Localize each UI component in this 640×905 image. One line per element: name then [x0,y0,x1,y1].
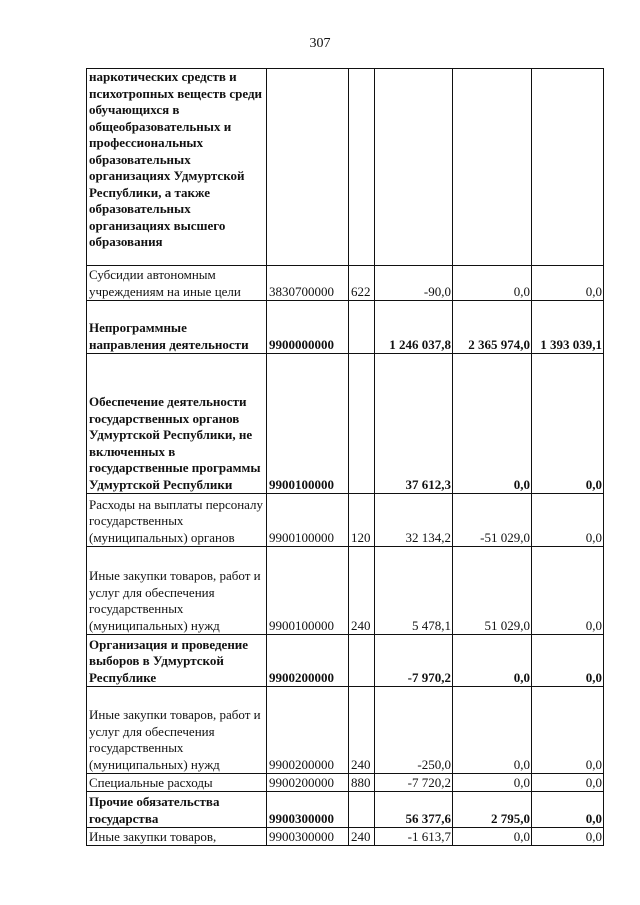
amount-year-2: 2 795,0 [453,792,532,828]
amount-year-1: 56 377,6 [375,792,453,828]
amount-year-1: -1 613,7 [375,828,453,846]
amount-year-1: 1 246 037,8 [375,301,453,354]
amount-year-3: 0,0 [532,792,604,828]
row-name: Субсидии автономным учреждениям на иные цели [87,266,267,301]
amount-year-1: -7 720,2 [375,774,453,792]
amount-year-1: 5 478,1 [375,547,453,635]
expense-type [349,635,375,687]
target-code: 9900100000 [267,494,349,547]
expense-type: 240 [349,687,375,774]
amount-year-2: 51 029,0 [453,547,532,635]
amount-year-2: 0,0 [453,687,532,774]
amount-year-3: 0,0 [532,494,604,547]
table-row [87,354,604,494]
row-name: Иные закупки товаров, работ и услуг для обеспечения государственных (муниципальных) нужд [87,687,267,774]
row-name: Обеспечение деятельности государственных органов Удмуртской Республики, не включенных в государственные программы Удмуртской Республики [87,354,267,494]
amount-year-3: 0,0 [532,687,604,774]
amount-year-1: -90,0 [375,266,453,301]
row-name: Иные закупки товаров, [87,828,267,846]
target-code: 9900300000 [267,792,349,828]
target-code: 9900100000 [267,547,349,635]
amount-year-2: 0,0 [453,354,532,494]
amount-year-1: -7 970,2 [375,635,453,687]
amount-year-2 [453,69,532,266]
table-row [87,301,604,354]
expense-type [349,69,375,266]
row-name: Специальные расходы [87,774,267,792]
table-row [87,792,604,828]
amount-year-3: 0,0 [532,828,604,846]
table-row [87,266,604,301]
target-code: 9900200000 [267,635,349,687]
amount-year-1: 32 134,2 [375,494,453,547]
row-name: Прочие обязательства государства [87,792,267,828]
expense-type [349,301,375,354]
target-code: 3830700000 [267,266,349,301]
target-code [267,69,349,266]
table-row [87,547,604,635]
expense-type [349,792,375,828]
table-row [87,69,604,266]
row-name: Непрограммные направления деятельности [87,301,267,354]
target-code: 9900100000 [267,354,349,494]
table-row [87,828,604,846]
amount-year-1: -250,0 [375,687,453,774]
amount-year-2: 2 365 974,0 [453,301,532,354]
amount-year-3: 0,0 [532,547,604,635]
expense-type: 120 [349,494,375,547]
row-name: наркотических средств и психотропных веществ среди обучающихся в общеобразовательных и профессиональных образовательных организациях Удмуртской Республики, а также образовательных организациях высшего образования [87,69,267,266]
expense-type [349,354,375,494]
target-code: 9900300000 [267,828,349,846]
amount-year-3: 0,0 [532,774,604,792]
table-row [87,774,604,792]
amount-year-2: 0,0 [453,828,532,846]
table-row [87,687,604,774]
target-code: 9900000000 [267,301,349,354]
target-code: 9900200000 [267,687,349,774]
amount-year-2: -51 029,0 [453,494,532,547]
expense-type: 240 [349,828,375,846]
table-row [87,635,604,687]
expense-type: 622 [349,266,375,301]
target-code: 9900200000 [267,774,349,792]
row-name: Расходы на выплаты персоналу государственных (муниципальных) органов [87,494,267,547]
page-number: 307 [309,36,331,51]
table-row [87,494,604,547]
amount-year-3: 0,0 [532,266,604,301]
amount-year-3: 0,0 [532,635,604,687]
budget-table [86,68,604,846]
amount-year-3 [532,69,604,266]
amount-year-2: 0,0 [453,635,532,687]
amount-year-2: 0,0 [453,774,532,792]
amount-year-3: 0,0 [532,354,604,494]
amount-year-1: 37 612,3 [375,354,453,494]
amount-year-2: 0,0 [453,266,532,301]
expense-type: 240 [349,547,375,635]
row-name: Иные закупки товаров, работ и услуг для обеспечения государственных (муниципальных) нужд [87,547,267,635]
amount-year-1 [375,69,453,266]
expense-type: 880 [349,774,375,792]
row-name: Организация и проведение выборов в Удмуртской Республике [87,635,267,687]
amount-year-3: 1 393 039,1 [532,301,604,354]
